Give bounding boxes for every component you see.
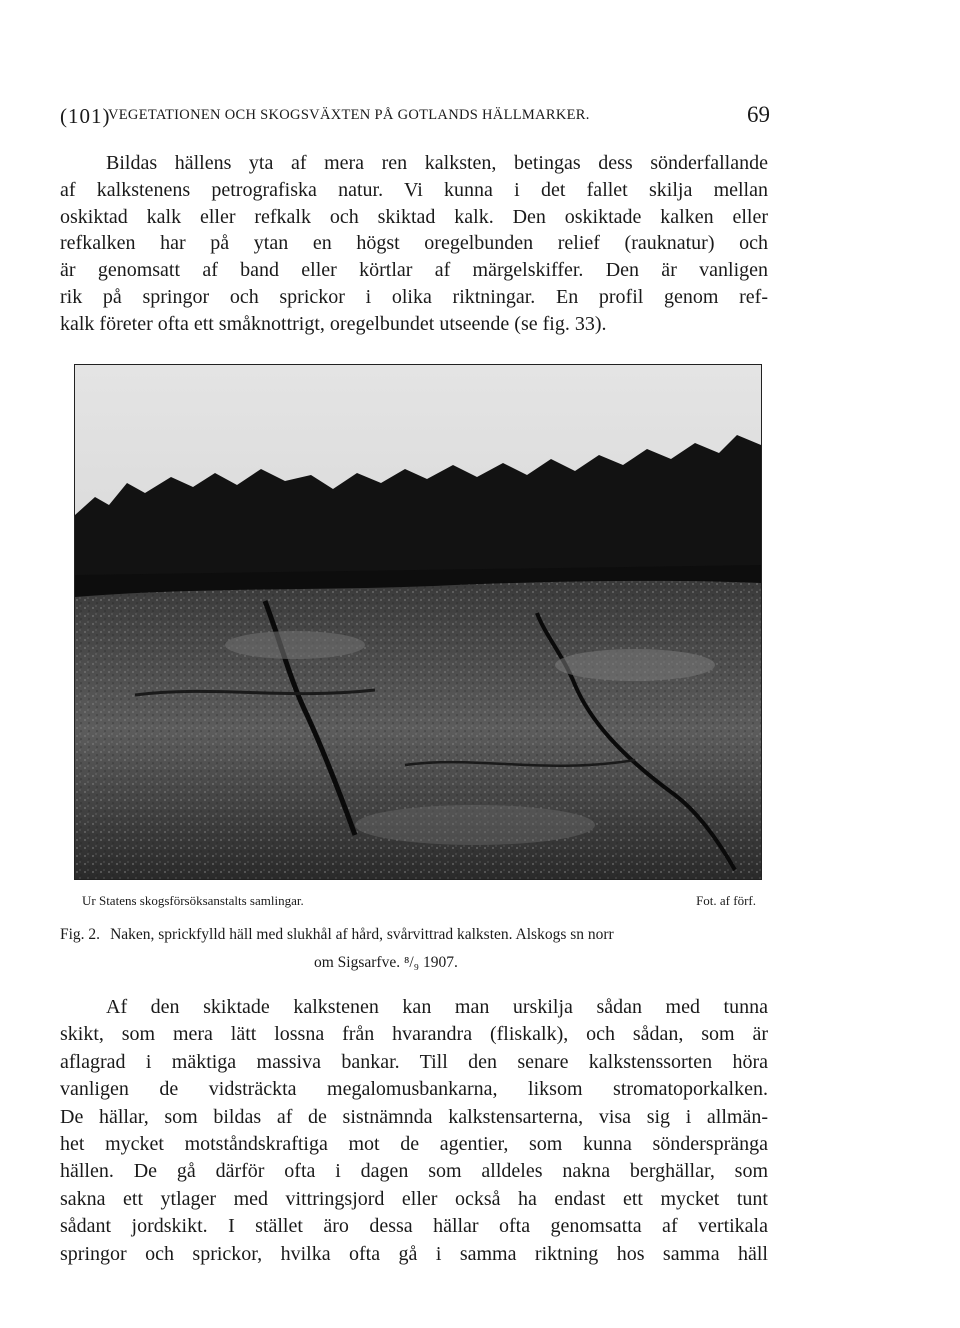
text-line: Bildas hällens yta af mera ren kalksten, betingas dess sönderfallande <box>106 152 768 174</box>
text-line: Af den skiktade kalkstenen kan man urskilja sådan med tunna <box>106 996 768 1018</box>
paragraph-1 <box>60 150 768 338</box>
running-header <box>60 104 776 136</box>
text-line: oskiktad kalk eller refkalk och skiktad kalk. Den oskiktade kalken eller <box>60 205 768 228</box>
landscape-photo-drawing <box>75 365 761 879</box>
text-line: springor och sprickor, hvilka ofta gå i samma riktning hos samma häll <box>60 1242 768 1265</box>
caption-text: Naken, sprickfylld häll med slukhål af hård, svårvittrad kalksten. Alskogs sn norr <box>110 926 614 943</box>
running-title: VEGETATIONEN OCH SKOGSVÄXTEN PÅ GOTLANDS HÄLLMARKER. <box>108 107 590 123</box>
rock-highlight <box>225 631 365 659</box>
text-line: sakna ett ytlager med vittringsjord eller också ha endast ett mycket tunt <box>60 1187 768 1210</box>
caption-line <box>60 921 776 949</box>
text-line: sådant jordskikt. I stället äro dessa hällar ofta genomsatta af vertikala <box>60 1215 768 1238</box>
text-line: De hällar, som bildas af de sistnämnda kalkstensarterna, visa sig i allmän- <box>60 1105 768 1128</box>
folio-number: (101) <box>60 104 111 128</box>
rock-highlight <box>355 805 595 845</box>
text-line: aflagrad i mäktiga massiva bankar. Till den senare kalkstenssorten höra <box>60 1050 768 1073</box>
collection-credit: Ur Statens skogsförsöksanstalts samlingar. <box>82 893 304 908</box>
text-line: het mycket motståndskraftiga mot de agentier, som kunna sönderspränga <box>60 1133 768 1156</box>
caption-line: om Sigsarfve. ⁸/₉ 1907. <box>314 954 458 971</box>
text-line: vanligen de vidsträckta megalomusbankarna, liksom stromatoporkalken. <box>60 1078 768 1101</box>
text-line: skikt, som mera lätt lossna från hvarandra (fliskalk), och sådan, som är <box>60 1023 768 1046</box>
figure-photograph <box>74 364 762 880</box>
figure-label: Fig. 2. <box>60 926 101 943</box>
text-line: kalk företer ofta ett småknottrigt, oregelbundet utseende (se fig. 33). <box>60 312 607 335</box>
text-line: är genomsatt af band eller körtlar af märgelskiffer. Den är vanligen <box>60 259 768 282</box>
text-line: refkalken har på ytan en högst oregelbunden relief (rauknatur) och <box>60 232 768 255</box>
text-line: af kalkstenens petrografiska natur. Vi kunna i det fallet skilja mellan <box>60 178 768 201</box>
photographer-credit: Fot. af förf. <box>696 893 756 908</box>
rock-highlight <box>555 649 715 681</box>
paragraph-2 <box>60 994 768 1268</box>
text-line: hällen. De gå därför ofta i dagen som alldeles nakna berghällar, som <box>60 1160 768 1183</box>
page-number: 69 <box>747 102 770 127</box>
figure-caption <box>60 921 776 977</box>
text-line: rik på springor och sprickor i olika riktningar. En profil genom ref- <box>60 285 768 308</box>
